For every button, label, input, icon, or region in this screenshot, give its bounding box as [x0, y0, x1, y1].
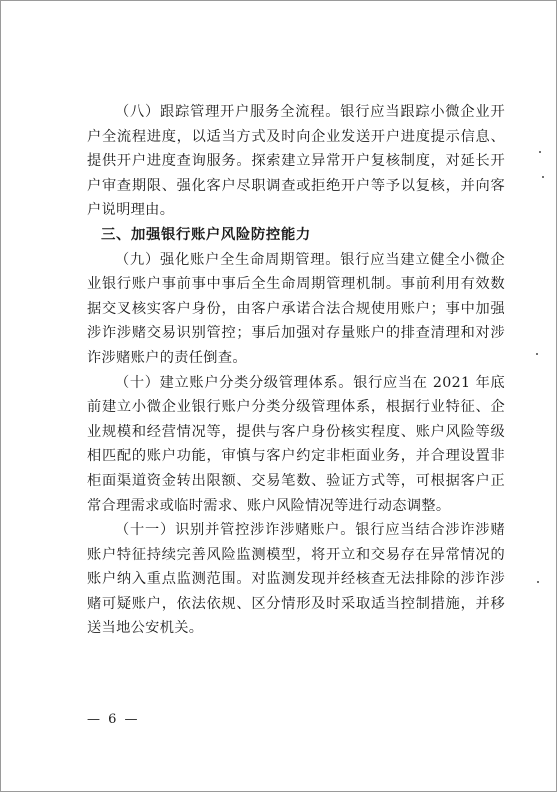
paragraph-8-text: 银行应当跟踪小微企业开户全流程进度，以适当方式及时向企业发送开户进度提示信息、提供开户进度查询服务。探索建立异常开户复核制度，对延长开户审查期限、强化客户尽职调查或拒绝开户等予以复核，并向客户说明理由。: [87, 104, 505, 219]
paragraph-11-text: 银行应当结合涉诈涉赌账户特征持续完善风险监测模型，将开立和交易存在异常情况的账户纳入重点监测范围。对监测发现并经核查无法排除的涉诈涉赌可疑账户，依法依规、区分情形及时采取适当控制措施，并移送当地公安机关。: [87, 522, 505, 637]
paragraph-11: [87, 518, 505, 641]
paragraph-8: [87, 100, 505, 223]
paragraph-9: [87, 248, 505, 371]
paragraph-9-lead: （九）强化账户全生命周期管理。: [115, 251, 341, 268]
margin-dot: [542, 176, 544, 178]
paragraph-11-lead: （十一）识别并管控涉诈涉赌账户。: [115, 522, 356, 539]
paragraph-10-lead: （十）建立账户分类分级管理体系。: [115, 374, 354, 391]
margin-dot: [537, 581, 539, 583]
paragraph-8-lead: （八）跟踪管理开户服务全流程。: [115, 104, 341, 120]
page-body: [87, 100, 505, 641]
paragraph-10-text: 银行应当在 2021 年底前建立小微企业银行账户分类分级管理体系，根据行业特征、企业规模和经营情况等，提供与客户身份核实程度、账户风险等级相匹配的账户功能，审慎与客户约定非柜面业务，并合理设置非柜面渠道资金转出限额、交易笔数、验证方式等，可根据客户正常合理需求或临时需求、账户风险情况等进行动态调整。: [87, 374, 505, 514]
margin-dot: [539, 151, 541, 153]
margin-dot: [536, 353, 538, 355]
page-number: — 6 —: [87, 712, 140, 727]
section-heading-3: 三、加强银行账户风险防控能力: [101, 226, 311, 243]
paragraph-9-text: 银行应当建立健全小微企业银行账户事前事中事后全生命周期管理机制。事前利用有效数据交叉核实客户身份，由客户承诺合法合规使用账户；事中加强涉诈涉赌交易识别管控；事后加强对存量账户的排查清理和对涉诈涉赌账户的责任倒查。: [87, 251, 505, 366]
paragraph-10: [87, 371, 505, 519]
